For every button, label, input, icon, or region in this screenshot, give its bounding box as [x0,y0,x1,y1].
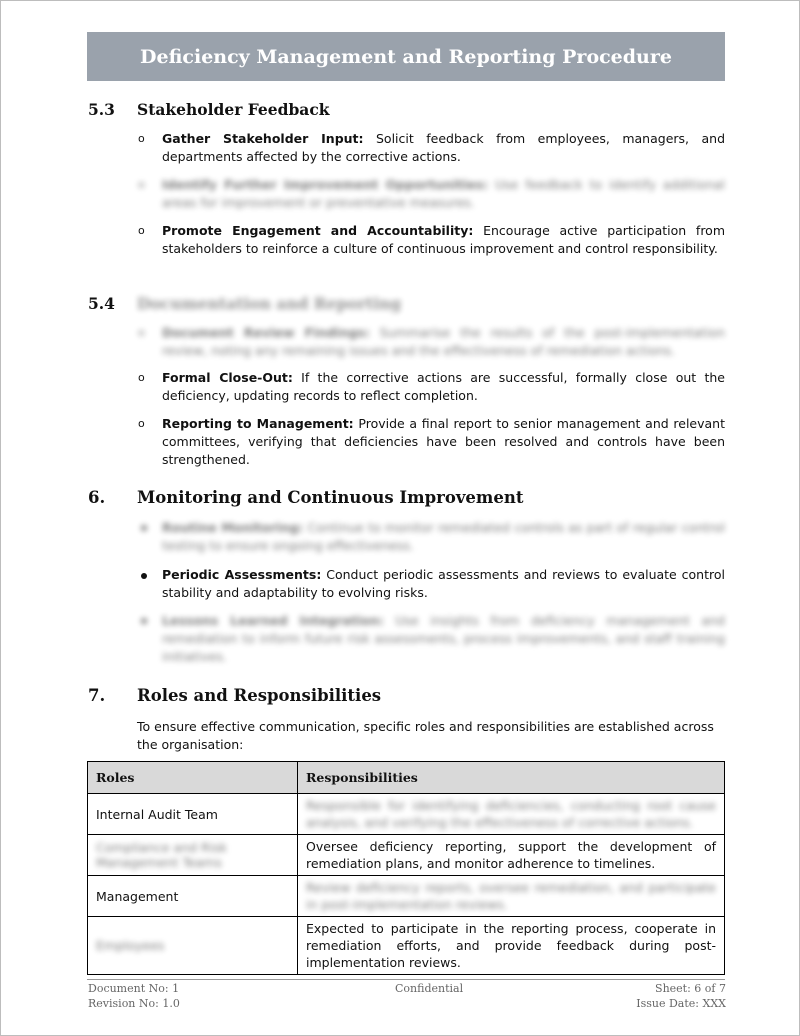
item-term: Periodic Assessments: [162,567,322,582]
list-item [162,222,725,258]
list-item [162,415,725,469]
table-row [88,835,725,876]
circle-bullet-icon: o [138,371,145,384]
item-term: Formal Close-Out: [162,370,293,385]
item-text: Encourage active participation from stakeholders to reinforce a culture of continuous improvement and control responsibility. [162,223,726,256]
item-term: Document Review Findings: [162,325,370,340]
item-text: Summarise the results of the post-implementation review, noting any remaining issues and the effectiveness of remediation actions. [162,325,725,358]
column-header-responsibilities: Responsibilities [298,762,725,794]
section-number-5-3: 5.3 [88,100,115,119]
document-title: Deficiency Management and Reporting Procedure [140,45,672,68]
table-header-row [88,762,725,794]
section-number-5-4: 5.4 [88,294,115,313]
footer-document-number: Document No: 1 [88,982,180,995]
footer-sheet-number: Sheet: 6 of 7 [655,982,726,995]
bullet-icon [141,573,147,579]
table-row [88,917,725,975]
table-row [88,794,725,835]
bullet-icon [141,525,147,531]
responsibility-cell-redacted: Review deficiency reports, oversee remediation, and participate in post-implementation reviews. [298,876,725,917]
item-text: Continue to monitor remediated controls as part of regular control testing to ensure ongoing effectiveness. [162,520,726,553]
footer-confidential: Confidential [395,982,464,995]
item-term: Identify Further Improvement Opportunities: [162,177,489,192]
section-title-redacted: Documentation and Reporting [137,294,402,313]
role-cell: Management [88,876,298,917]
item-term: Promote Engagement and Accountability: [162,223,474,238]
list-item-redacted [162,612,725,666]
item-term: Reporting to Management: [162,416,354,431]
list-item [162,130,725,166]
item-term: Routine Monitoring: [162,520,304,535]
section-number-6: 6. [88,488,106,507]
list-item-redacted [162,324,725,360]
table-row [88,876,725,917]
item-text: Conduct periodic assessments and reviews to evaluate control stability and adaptability to evolving risks. [162,567,725,600]
footer-revision-number: Revision No: 1.0 [88,997,180,1010]
list-item-redacted [162,176,725,212]
item-term: Lessons Learned Integration: [162,613,384,628]
column-header-roles: Roles [88,762,298,794]
list-item-redacted [162,519,725,555]
circle-bullet-icon: o [138,417,145,430]
role-cell: Internal Audit Team [88,794,298,835]
item-text: Provide a final report to senior management and relevant committees, verifying that deficiencies have been resolved and controls have been strengthened. [162,416,725,467]
item-text: Solicit feedback from employees, managers, and departments affected by the corrective actions. [162,131,726,164]
item-term: Gather Stakeholder Input: [162,131,364,146]
roles-table [87,761,725,975]
document-title-banner [87,32,725,81]
footer-issue-date: Issue Date: XXX [636,997,726,1010]
responsibility-cell: Oversee deficiency reporting, support the development of remediation plans, and monitor adherence to timelines. [298,835,725,876]
list-item [162,566,725,602]
role-cell-redacted: Employees [88,917,298,975]
bullet-icon [141,618,147,624]
section-title-roles: Roles and Responsibilities [137,686,382,705]
section-title-stakeholder-feedback: Stakeholder Feedback [137,100,330,119]
responsibility-cell-redacted: Responsible for identifying deficiencies, conducting root cause analysis, and verifying the effectiveness of corrective actions. [298,794,725,835]
list-item [162,369,725,405]
role-cell-redacted: Compliance and Risk Management Teams [88,835,298,876]
circle-bullet-icon: o [138,326,145,339]
item-text: If the corrective actions are successful, formally close out the deficiency, updating records to reflect completion. [162,370,725,403]
section-title-monitoring: Monitoring and Continuous Improvement [137,488,524,507]
item-text: Use insights from deficiency management and remediation to inform future risk assessments, process improvements, and staff training initiatives. [162,613,725,664]
section-number-7: 7. [88,686,106,705]
roles-intro-paragraph: To ensure effective communication, specific roles and responsibilities are established across the organisation: [137,719,714,752]
circle-bullet-icon: o [138,132,145,145]
circle-bullet-icon: o [138,178,145,191]
footer-divider [87,979,725,980]
item-text: Use feedback to identify additional areas for improvement or preventative measures. [162,177,725,210]
responsibility-cell: Expected to participate in the reporting process, cooperate in remediation efforts, and provide feedback during post-implementation reviews. [298,917,725,975]
circle-bullet-icon: o [138,224,145,237]
